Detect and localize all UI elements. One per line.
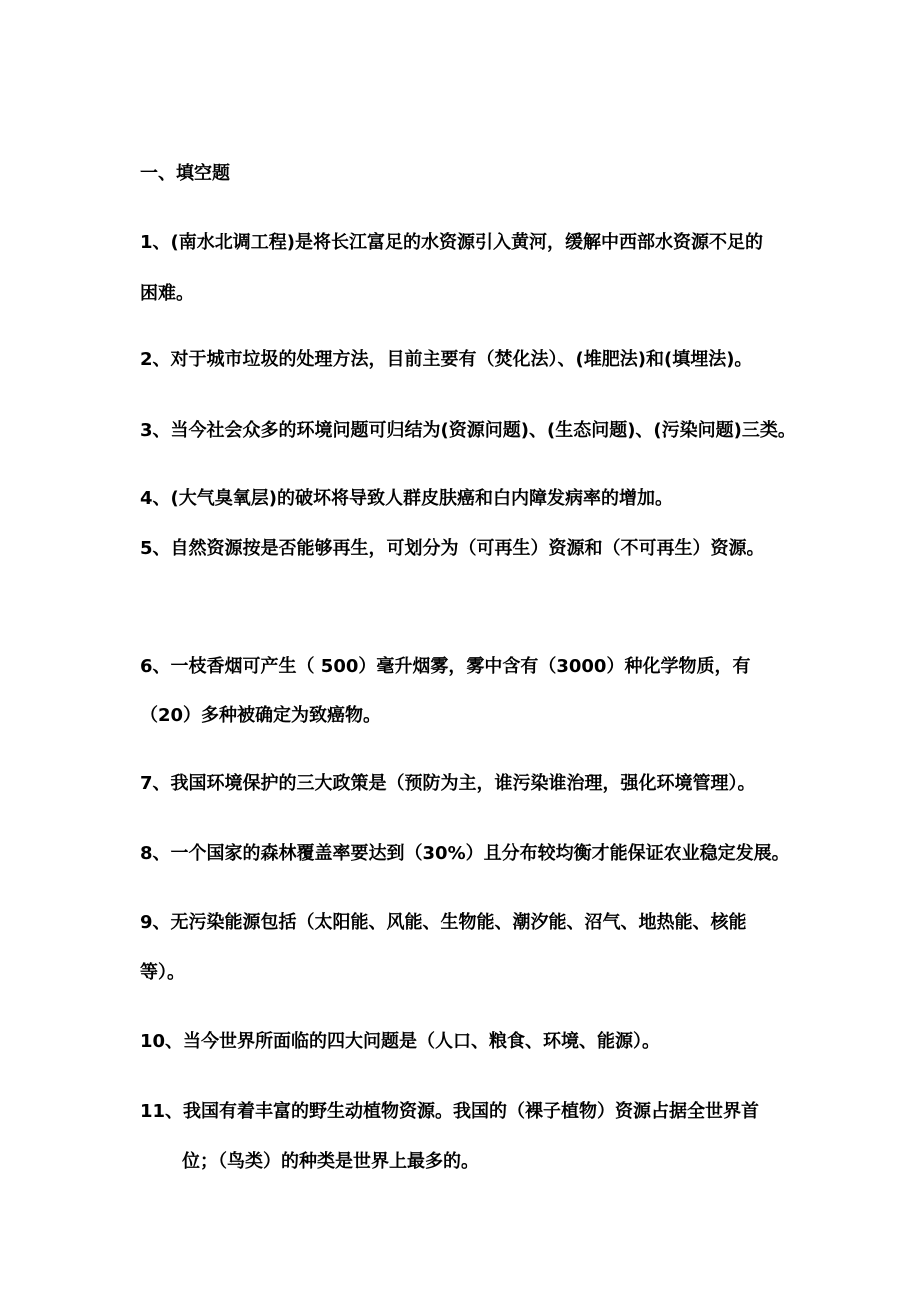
question-6-line-2: （20）多种被确定为致癌物。 (140, 705, 382, 726)
question-9-line-1: 9、无污染能源包括（太阳能、风能、生物能、潮汐能、沼气、地热能、核能 (140, 912, 747, 933)
question-1-line-1: 1、(南水北调工程)是将长江富足的水资源引入黄河，缓解中西部水资源不足的 (140, 232, 763, 253)
question-8: 8、一个国家的森林覆盖率要达到（30%）且分布较均衡才能保证农业稳定发展。 (140, 843, 790, 864)
question-5: 5、自然资源按是否能够再生，可划分为（可再生）资源和（不可再生）资源。 (140, 538, 765, 559)
question-11-line-2: 位；（鸟类）的种类是世界上最多的。 (182, 1151, 479, 1172)
question-7: 7、我国环境保护的三大政策是（预防为主，谁污染谁治理，强化环境管理）。 (140, 773, 756, 794)
section-title: 一、填空题 (140, 163, 230, 184)
question-9-line-2: 等）。 (140, 962, 185, 983)
question-1-line-2: 困难。 (140, 283, 194, 304)
question-11-line-1: 11、我国有着丰富的野生动植物资源。我国的（裸子植物）资源占据全世界首 (140, 1101, 760, 1122)
question-6-line-1: 6、一枝香烟可产生（ 500）毫升烟雾，雾中含有（3000）种化学物质，有 (140, 656, 751, 677)
question-4: 4、(大气臭氧层)的破坏将导致人群皮肤癌和白内障发病率的增加。 (140, 488, 673, 509)
question-3: 3、当今社会众多的环境问题可归结为(资源问题)、(生态问题)、(污染问题)三类。 (140, 420, 796, 441)
question-2: 2、对于城市垃圾的处理方法，目前主要有（焚化法）、(堆肥法)和(填埋法)。 (140, 349, 753, 370)
question-10: 10、当今世界所面临的四大问题是（人口、粮食、环境、能源）。 (140, 1031, 661, 1052)
